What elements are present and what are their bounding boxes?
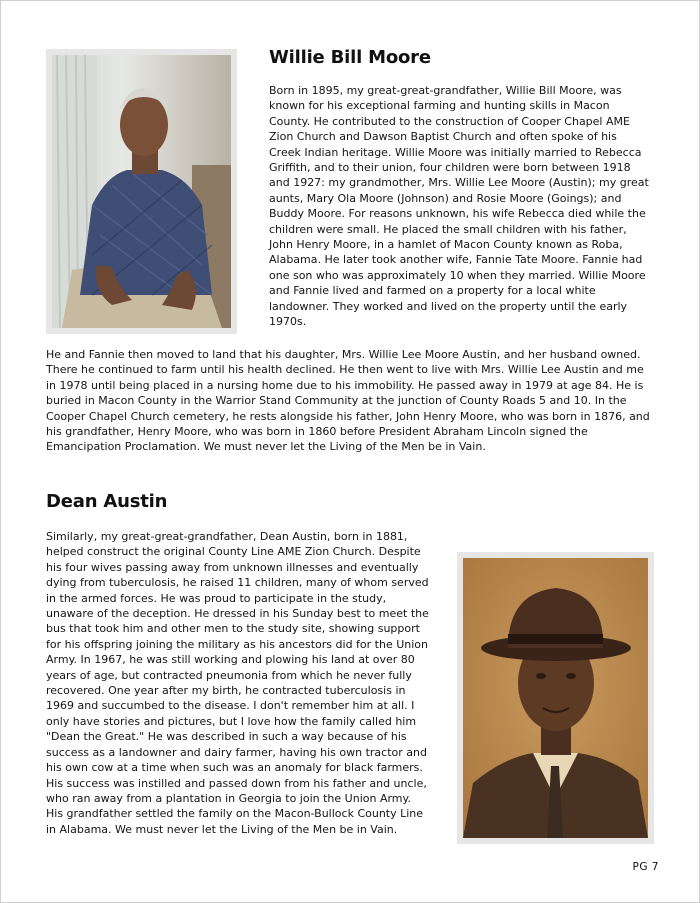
portrait-image (52, 55, 231, 328)
section-title-willie-bill-moore: Willie Bill Moore (269, 47, 431, 68)
portrait-image (463, 558, 648, 838)
section-title-dean-austin: Dean Austin (46, 491, 168, 512)
dean-bio-paragraph: Similarly, my great-great-grandfather, Dean Austin, born in 1881, helped construct the original County Line AME Zion Church. Despite his four wives passing away from unknown illnesses and eventually dying from tuberculosis, he raised 11 children, many of whom served in the armed forces. He was proud to participate in the study, unaware of the deception. He dressed in his Sunday best to meet the bus that took him and other men to the study site, showing support for his offspring joining the military as his ancestors did for the Union Army. In 1967, he was still working and plowing his land at over 80 years of age, but contracted pneumonia from which he never fully recovered. One year after my birth, he contracted tuberculosis in 1969 and succumbed to the disease. I don't remember him at all. I only have stories and pictures, but I love how the family called him "Dean the Great." He was described in such a way because of his success as a landowner and dairy farmer, having his own tractor and his own cow at a time when such was an anomaly for black farmers. His success was instilled and passed down from his father and uncle, who ran away from a plantation in Georgia to join the Union Army. His grandfather settled the family on the Macon-Bullock County Line in Alabama. We must never let the Living of the Men be in Vain. (46, 530, 429, 836)
willie-bio-paragraph-1: Born in 1895, my great-great-grandfather, Willie Bill Moore, was known for his exceptional farming and hunting skills in Macon County. He contributed to the construction of Cooper Chapel AME Zion Church and Dawson Baptist Church and often spoke of his Creek Indian heritage. Willie Moore was initially married to Rebecca Griffith, and to their union, four children were born between 1918 and 1927: my grandmother, Mrs. Willie Lee Moore (Austin); my great aunts, Mary Ola Moore (Johnson) and Rosie Moore (Goings); and Buddy Moore. For reasons unknown, his wife Rebecca died while the children were small. He placed the small children with his father, John Henry Moore, in a hamlet of Macon County known as Roba, Alabama. He later took another wife, Fannie Tate Moore. Fannie had one son who was approximately 10 when they married. Willie Moore and Fannie lived and farmed on a property for a local white landowner. They worked and lived on the property until the early 1970s. (269, 84, 649, 329)
willie-bill-moore-photo (46, 49, 237, 334)
page-number: PG 7 (632, 861, 659, 873)
willie-bio-paragraph-2: He and Fannie then moved to land that his daughter, Mrs. Willie Lee Moore Austin, and her husband owned. There he continued to farm until his health declined. He then went to live with Mrs. Willie Lee Austin and me in 1978 until being placed in a nursing home due to his immobility. He passed away in 1979 at age 84. He is buried in Macon County in the Warrior Stand Community at the junction of County Roads 5 and 10. In the Cooper Chapel Church cemetery, he rests alongside his father, John Henry Moore, who was born in 1876, and his grandfather, Henry Moore, who was born in 1860 before President Abraham Lincoln signed the Emancipation Proclamation. We must never let the Living of the Men be in Vain. (46, 348, 650, 454)
dean-austin-photo (457, 552, 654, 844)
